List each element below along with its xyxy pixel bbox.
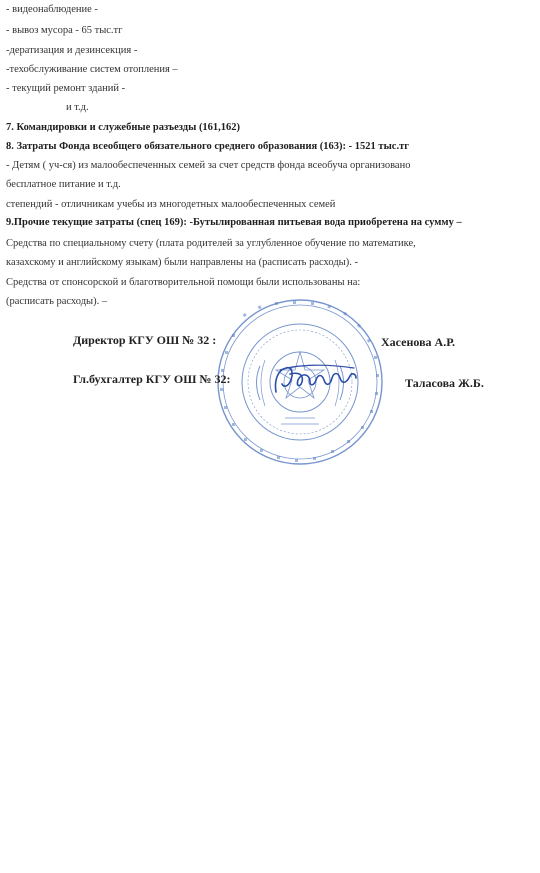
accountant-name: Таласова Ж.Б. xyxy=(405,376,484,390)
director-name: Хасенова А.Р. xyxy=(381,335,456,349)
text-line: -техобслуживание систем отопления – xyxy=(6,64,178,75)
text-line: - текущий ремонт зданий - xyxy=(6,83,126,94)
text-line: бесплатное питание и т.д. xyxy=(6,179,121,190)
text-line: (расписать расходы). – xyxy=(6,296,108,307)
text-line: -дератизация и дезинсекция - xyxy=(6,45,138,56)
accountant-title: Гл.бухгалтер КГУ ОШ № 32: xyxy=(73,372,231,386)
text-line: - Детям ( уч-ся) из малообеспеченных семей за счет средств фонда всеобуча организовано xyxy=(6,160,411,171)
director-title: Директор КГУ ОШ № 32 : xyxy=(73,333,217,347)
section-heading: 9.Прочие текущие затраты (спец 169): -Бутылированная питьевая вода приобретена на сумму – xyxy=(6,217,462,228)
text-line: - вывоз мусора - 65 тыс.тг xyxy=(6,25,123,36)
text-line: и т.д. xyxy=(66,102,89,113)
handwritten-signature xyxy=(268,362,360,396)
text-line: - видеонаблюдение - xyxy=(6,4,98,15)
text-line: степендий - отличникам учебы из многодетных малообеспеченных семей xyxy=(6,199,336,210)
text-line: Средства от спонсорской и благотворительной помощи были использованы на: xyxy=(6,277,361,288)
text-line: казахскому и английскому языкам) были направлены на (расписать расходы). - xyxy=(6,257,358,268)
text-line: Средства по специальному счету (плата родителей за углубленное обучение по математике, xyxy=(6,238,416,249)
section-heading: 7. Командировки и служебные разъезды (161,162) xyxy=(6,122,241,133)
section-heading: 8. Затраты Фонда всеобщего обязательного среднего образования (163): - 1521 тыс.тг xyxy=(6,141,409,152)
